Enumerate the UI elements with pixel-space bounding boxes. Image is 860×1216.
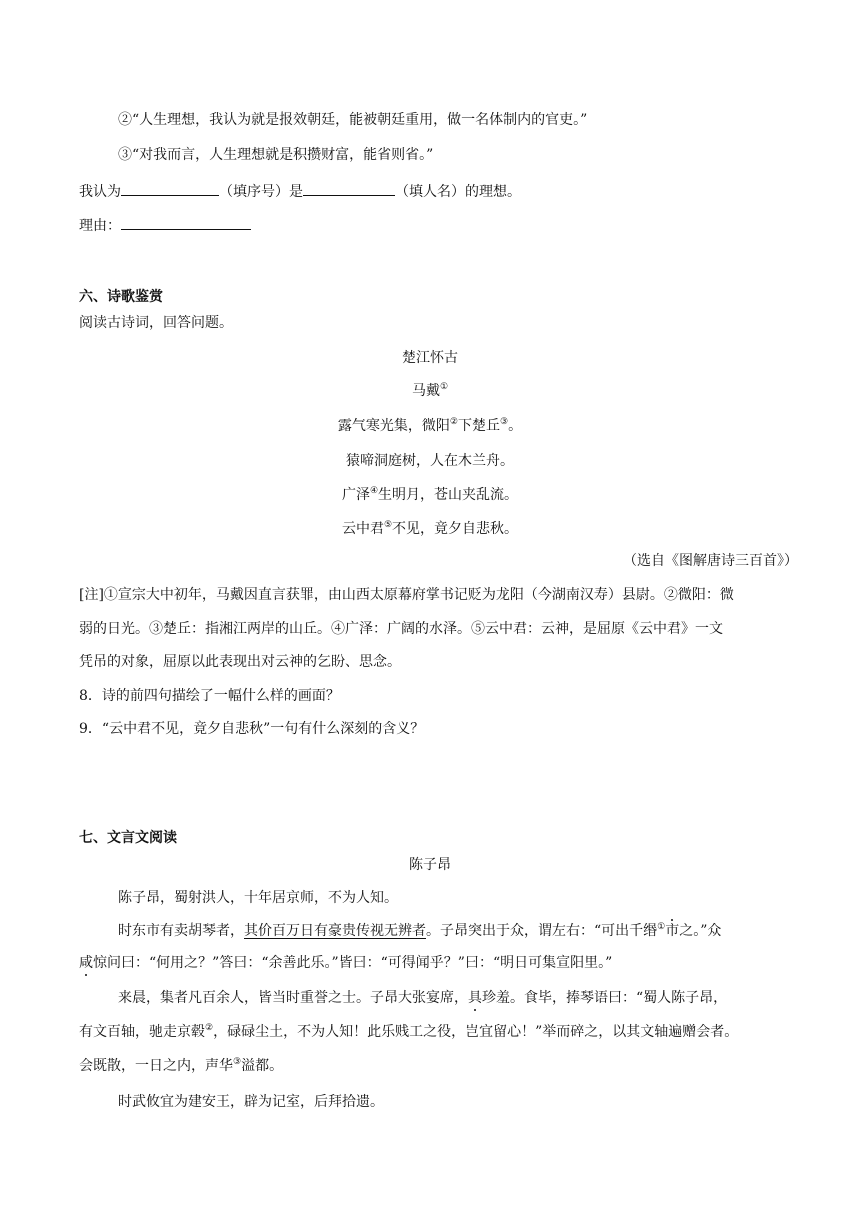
passage-p3-end: 会既散，一日之内，声华③溢都。 [79, 1057, 284, 1074]
answer-prefix: 我认为 [79, 184, 121, 200]
question-9: 9．“云中君不见，竟夕自悲秋”一句有什么深刻的含义？ [79, 721, 425, 737]
emphasis-char: 市 [665, 923, 680, 939]
reason-label: 理由： [79, 218, 121, 234]
poem-source: （选自《图解唐诗三百首》） [623, 553, 798, 569]
passage-title: 陈子昂 [409, 857, 451, 873]
section-6-heading: 六、诗歌鉴赏 [79, 289, 163, 305]
choice-item-3: ③“对我而言，人生理想就是积攒财富，能省则省。” [118, 147, 434, 163]
poem-title: 楚江怀古 [402, 350, 458, 366]
answer-line [79, 180, 521, 202]
poem-line-2: 猿啼洞庭树，人在木兰舟。 [346, 453, 514, 469]
poem-line-1: 露气寒光集，微阳②下楚丘③。 [337, 417, 523, 434]
answer-mid: （填序号）是 [219, 184, 303, 200]
poem-line-3: 广泽④生明月，苍山夹乱流。 [341, 486, 519, 503]
question-8: 8．诗的前四句描绘了一幅什么样的画面？ [79, 688, 340, 704]
note-marker: ① [439, 382, 449, 392]
passage-p4: 时武攸宜为建安王，辟为记室，后拜拾遗。 [118, 1094, 384, 1110]
poem-line-4: 云中君⑤不见，竟夕自悲秋。 [341, 520, 519, 537]
notes-line-3: 凭吊的对象，屈原以此表现出对云神的乞盼、思念。 [79, 654, 401, 670]
name-blank[interactable] [303, 180, 395, 196]
emphasis-char: 咸 [79, 955, 93, 971]
notes-line-1: [注]①宣宗大中初年，马戴因直言获罪，由山西太原幕府掌书记贬为龙阳（今湖南汉寿）县尉。②微阳：微 [79, 587, 734, 603]
passage-p3: 来晨，集者凡百余人，皆当时重誉之士。子昂大张宴席，具珍羞。食毕，捧琴语曰：“蜀人陈子昂， [118, 990, 728, 1006]
reason-line [79, 214, 251, 236]
seq-blank[interactable] [121, 180, 219, 196]
underlined-sentence: 其价百万日有豪贵传视无辨者 [244, 923, 426, 939]
passage-p2-cont: 咸惊问曰：“何用之？”答曰：“余善此乐。”皆曰：“可得闻乎？”曰：“明日可集宣阳里。” [79, 955, 613, 971]
passage-p3-cont: 有文百轴，驰走京毂②，碌碌尘土，不为人知！此乐贱工之役，岂宜留心！”举而碎之，以其文轴遍赠会者。 [79, 1023, 739, 1040]
reason-blank[interactable] [121, 214, 251, 230]
passage-p1: 陈子昂，蜀射洪人，十年居京师，不为人知。 [118, 890, 398, 906]
answer-suffix: （填人名）的理想。 [395, 184, 521, 200]
notes-line-2: 弱的日光。③楚丘：指湘江两岸的山丘。④广泽：广阔的水泽。⑤云中君：云神，是屈原《云中君》一文 [79, 621, 723, 637]
poetry-instruction: 阅读古诗词，回答问题。 [79, 315, 233, 331]
poem-author: 马戴① [411, 382, 449, 399]
emphasis-char: 具 [468, 990, 482, 1006]
section-7-heading: 七、文言文阅读 [79, 830, 177, 846]
choice-item-2: ②“人生理想，我认为就是报效朝廷，能被朝廷重用，做一名体制内的官吏。” [118, 112, 588, 128]
passage-p2: 时东市有卖胡琴者，其价百万日有豪贵传视无辨者。子昂突出于众，谓左右：“可出千缗①市之。”众 [118, 922, 722, 939]
